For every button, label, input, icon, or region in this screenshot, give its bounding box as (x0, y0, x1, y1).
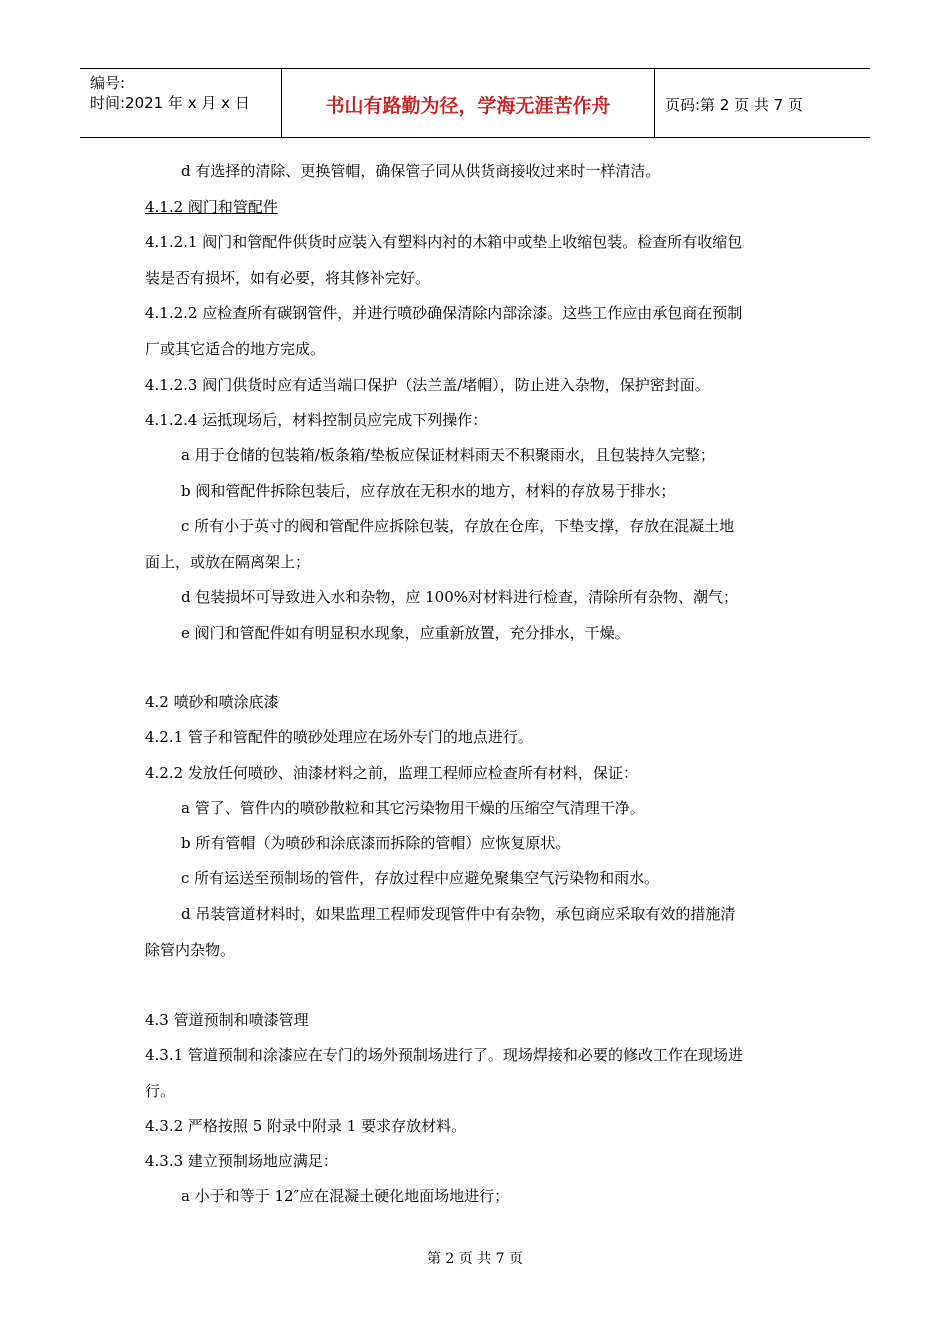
document-number-label: 编号: (90, 74, 126, 92)
text-line: d 有选择的清除、更换管帽，确保管子同从供货商接收过来时一样清洁。 (181, 162, 661, 180)
text-line: a 小于和等于 12″应在混凝土硬化地面场地进行； (181, 1187, 510, 1205)
text-line: d 包装损坏可导致进入水和杂物，应 100%对材料进行检查，清除所有杂物、潮气； (181, 588, 739, 606)
text-line: d 吊装管道材料时，如果监理工程师发现管件中有杂物，承包商应采取有效的措施清 (181, 905, 736, 923)
header-middle-cell (282, 69, 655, 137)
text-line: b 阀和管配件拆除包装后，应存放在无积水的地方，材料的存放易于排水； (181, 482, 676, 500)
text-line: 4.1.2.2 应检查所有碳钢管件，并进行喷砂确保清除内部涂漆。这些工作应由承包商在预制 (145, 304, 743, 322)
section-heading: 4.1.2 阀门和管配件 (145, 198, 278, 216)
text-line: a 管了、管件内的喷砂散粒和其它污染物用干燥的压缩空气清理干净。 (181, 799, 645, 817)
page-footer: 第 2 页 共 7 页 (426, 1251, 524, 1267)
text-line: a 用于仓储的包装箱/板条箱/垫板应保证材料雨天不积聚雨水，且包装持久完整； (181, 446, 715, 464)
document-header (80, 68, 870, 138)
text-line: 厂或其它适合的地方完成。 (145, 340, 326, 358)
text-line: 4.3.2 严格按照 5 附录中附录 1 要求存放材料。 (145, 1117, 467, 1135)
header-page-info: 页码:第 2 页 共 7 页 (665, 96, 803, 114)
text-line: 装是否有损坏，如有必要，将其修补完好。 (145, 269, 431, 287)
text-line: 4.3.1 管道预制和涂漆应在专门的场外预制场进行了。现场焊接和必要的修改工作在现场进 (145, 1046, 743, 1064)
text-line: 4.2.1 管子和管配件的喷砂处理应在场外专门的地点进行。 (145, 728, 533, 746)
header-right-cell (655, 69, 870, 137)
text-line: 4.3.3 建立预制场地应满足： (145, 1152, 338, 1170)
text-line: c 所有运送至预制场的管件，存放过程中应避免聚集空气污染物和雨水。 (181, 869, 660, 887)
header-motto: 书山有路勤为径，学海无涯苦作舟 (325, 95, 611, 117)
text-line: 4.1.2.4 运抵现场后，材料控制员应完成下列操作： (145, 411, 488, 429)
header-left-cell (80, 69, 282, 137)
text-line: 面上，或放在隔离架上； (145, 553, 311, 571)
document-time-label: 时间:2021 年 x 月 x 日 (90, 94, 250, 112)
text-line: 4.1.2.1 阀门和管配件供货时应装入有塑料内衬的木箱中或垫上收缩包装。检查所有收缩包 (145, 233, 743, 251)
text-line: 除管内杂物。 (145, 941, 236, 959)
text-line: 4.2.2 发放任何喷砂、油漆材料之前，监理工程师应检查所有材料，保证： (145, 764, 638, 782)
text-line: b 所有管帽（为喷砂和涂底漆而拆除的管帽）应恢复原状。 (181, 834, 571, 852)
section-heading: 4.3 管道预制和喷漆管理 (145, 1011, 309, 1029)
text-line: 4.1.2.3 阀门供货时应有适当端口保护（法兰盖/堵帽），防止进入杂物，保护密封面。 (145, 376, 710, 394)
text-line: c 所有小于英寸的阀和管配件应拆除包装，存放在仓库，下垫支撑，存放在混凝土地 (181, 517, 735, 535)
text-line: e 阀门和管配件如有明显积水现象，应重新放置，充分排水，干燥。 (181, 624, 630, 642)
text-line: 行。 (145, 1082, 176, 1100)
section-heading: 4.2 喷砂和喷涂底漆 (145, 693, 279, 711)
